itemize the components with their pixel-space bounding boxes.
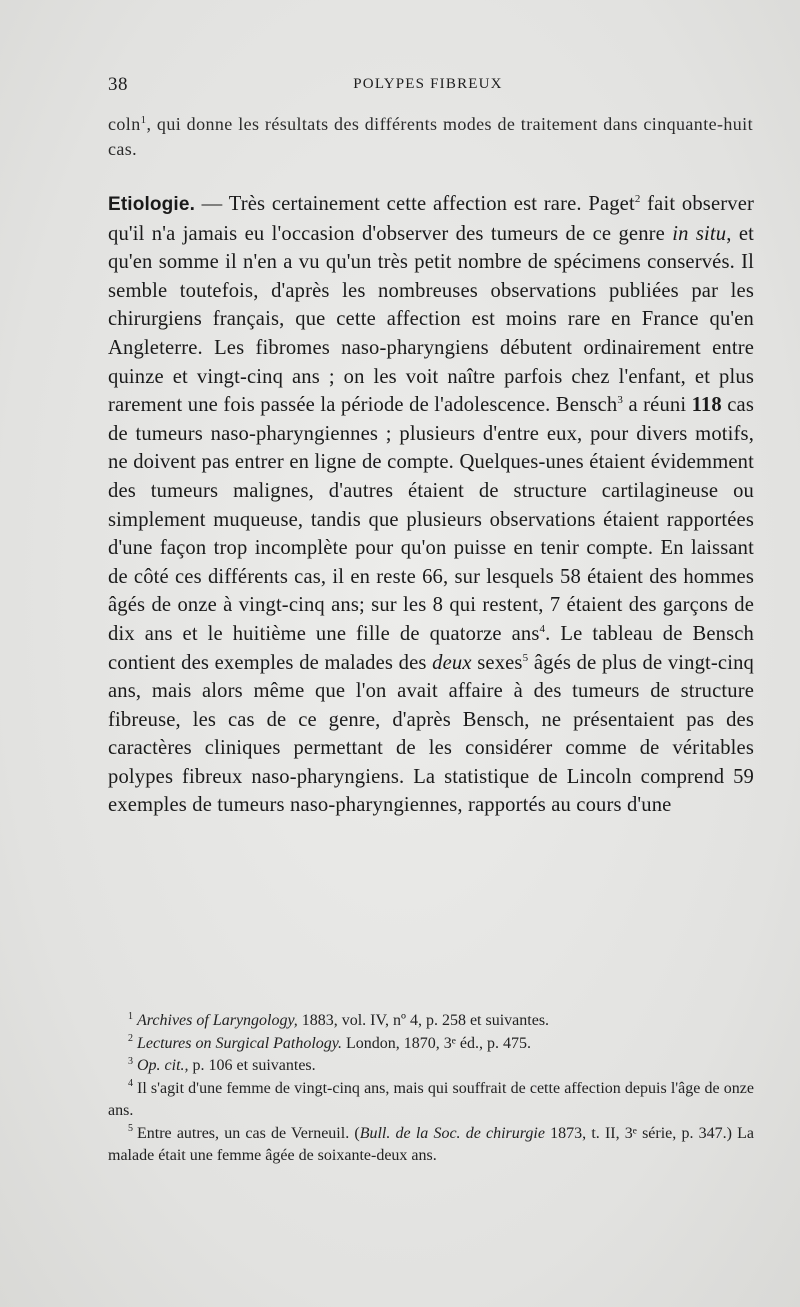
body-text: âgés de plus de vingt-cinq ans, mais alors même que l'on avait affaire à des tumeurs de structure fibreuse, les cas de ce genre, d'après Bensch, ne présentaient pas des caractères cliniques permettant de les considérer comme de véritables polypes fibreux naso-pharyngiens. La statistique de Lincoln comprend 59 exemples de tumeurs naso-pharyngiennes, rapportés au cours d'une (108, 651, 754, 817)
footnote-text: p. 106 et suivantes. (188, 1057, 316, 1074)
body-text: a réuni (623, 394, 692, 417)
footnote-title: Lectures on Surgical Pathology. (137, 1034, 343, 1052)
body-text: fait observer qu'il n'a jamais eu l'occasion d'observer des tumeurs de ce genre (108, 193, 754, 245)
section-heading: Etiologie. (108, 194, 195, 215)
footnote-ref: 4 (539, 623, 546, 636)
footnote-mark: 3 (128, 1055, 133, 1067)
footnote-mark: 2 (128, 1033, 133, 1045)
footnote-title: Op. cit., (137, 1057, 189, 1074)
intro-text-rest: , qui donne les résultats des différents modes de traitement dans cinquante-huit cas. (108, 114, 753, 159)
running-title: POLYPES FIBREUX (353, 76, 503, 92)
footnote (108, 1123, 754, 1168)
section-etiologie (108, 190, 754, 820)
italic-term: in situ (672, 222, 727, 245)
footnote (108, 1010, 754, 1033)
body-text: , et qu'en somme il n'en a vu qu'un très petit nombre de spécimens conservés. Il semble toutefois, d'après les nombreuses observations publiées par les chirurgiens français, que cette affection est moins rare en France qu'en Angleterre. Les fibromes naso-pharyngiens débutent ordinairement entre quinze et vingt-cinq ans ; on les voit naître parfois chez l'enfant, et plus rarement une fois passée la période de l'adolescence. Bensch (108, 222, 754, 417)
body-text: . Le tableau de Bensch contient des exemples de malades des (108, 622, 754, 674)
footnote-title: Archives of Laryngology, (137, 1012, 298, 1029)
footnotes (108, 1010, 754, 1168)
footnote-mark: 5 (128, 1123, 133, 1135)
footnote (108, 1078, 754, 1123)
continued-paragraph (108, 112, 753, 161)
body-text: sexes (471, 651, 523, 674)
italic-term: deux (432, 651, 472, 674)
footnote-ref: 1 (140, 114, 147, 126)
footnote-text: 1883, vol. IV, nº 4, p. 258 et suivantes. (297, 1012, 550, 1029)
footnote (108, 1033, 754, 1056)
footnote-text: London, 1870, 3ᵉ éd., p. 475. (342, 1034, 531, 1052)
footnote-ref: 2 (634, 193, 641, 206)
footnote-ref: 3 (617, 394, 624, 407)
footnote-mark: 4 (128, 1078, 133, 1090)
footnote-text: 1873, t. II, 3ᵉ série, p. 347.) La malade était une femme âgée de soixante-deux ans. (108, 1124, 755, 1164)
footnote-text: Entre autres, un cas de Verneuil. ( (137, 1124, 360, 1142)
intro-text: coln (108, 114, 141, 134)
page-number: 38 (108, 74, 128, 95)
footnote-title: Bull. de la Soc. de chirurgie (359, 1124, 545, 1142)
body-text: cas de tumeurs naso-pharyngiennes ; plusieurs d'entre eux, pour divers motifs, ne doivent pas entrer en ligne de compte. Quelques-unes étaient évidemment des tumeurs malignes, d'autres étaient de structure cartilagineuse ou simplement muqueuse, tandis que plusieurs observations étaient rapportées d'une façon trop incomplète pour qu'on puisse en tenir compte. En laissant de côté ces différents cas, il en reste 66, sur lesquels 58 étaient des hommes âgés de onze à vingt-cinq ans; sur les 8 qui restent, 7 étaient des garçons de dix ans et le huitième une fille de quatorze ans (108, 394, 755, 645)
footnote-ref: 5 (522, 651, 529, 664)
case-count: 118 (691, 394, 722, 417)
footnote-mark: 1 (128, 1010, 133, 1022)
page-header (108, 74, 748, 98)
footnote-text: Il s'agit d'une femme de vingt-cinq ans, mais qui souffrait de cette affection depuis l'âge de onze ans. (108, 1079, 754, 1119)
body-text: — Très certainement cette affection est rare. Paget (195, 193, 635, 215)
body-paragraph (108, 190, 754, 820)
footnote (108, 1055, 754, 1078)
